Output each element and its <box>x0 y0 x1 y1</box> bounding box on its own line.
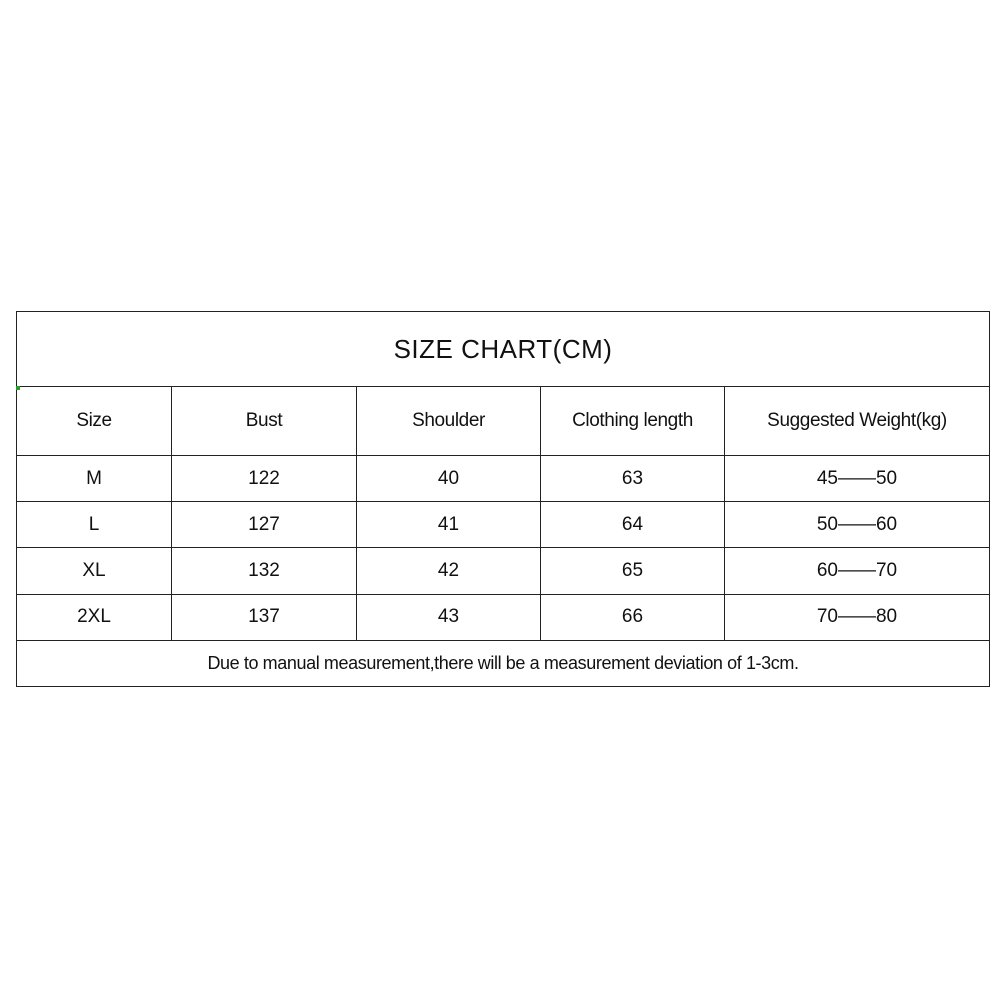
weight-cell: 45——50 <box>725 456 990 502</box>
header-row <box>17 387 990 456</box>
size-cell: M <box>17 456 172 502</box>
chart-title: SIZE CHART(CM) <box>17 312 990 387</box>
shoulder-cell: 41 <box>357 502 541 548</box>
measurement-note: Due to manual measurement,there will be a measurement deviation of 1-3cm. <box>17 640 990 686</box>
table-row <box>17 548 990 594</box>
column-header-bust: Bust <box>172 387 357 456</box>
clothing-length-cell: 66 <box>541 594 725 640</box>
table-row <box>17 594 990 640</box>
bust-cell: 137 <box>172 594 357 640</box>
shoulder-cell: 42 <box>357 548 541 594</box>
title-row <box>17 312 990 387</box>
bust-cell: 132 <box>172 548 357 594</box>
shoulder-cell: 40 <box>357 456 541 502</box>
corner-mark <box>16 386 20 390</box>
column-header-shoulder: Shoulder <box>357 387 541 456</box>
clothing-length-cell: 64 <box>541 502 725 548</box>
clothing-length-cell: 63 <box>541 456 725 502</box>
table-row <box>17 456 990 502</box>
weight-cell: 70——80 <box>725 594 990 640</box>
table-row <box>17 502 990 548</box>
bust-cell: 127 <box>172 502 357 548</box>
column-header-suggested-weight: Suggested Weight(kg) <box>725 387 990 456</box>
size-cell: 2XL <box>17 594 172 640</box>
shoulder-cell: 43 <box>357 594 541 640</box>
clothing-length-cell: 65 <box>541 548 725 594</box>
column-header-clothing-length: Clothing length <box>541 387 725 456</box>
size-cell: L <box>17 502 172 548</box>
size-chart-table <box>16 311 990 687</box>
weight-cell: 60——70 <box>725 548 990 594</box>
size-cell: XL <box>17 548 172 594</box>
bust-cell: 122 <box>172 456 357 502</box>
note-row <box>17 640 990 686</box>
weight-cell: 50——60 <box>725 502 990 548</box>
column-header-size: Size <box>17 387 172 456</box>
